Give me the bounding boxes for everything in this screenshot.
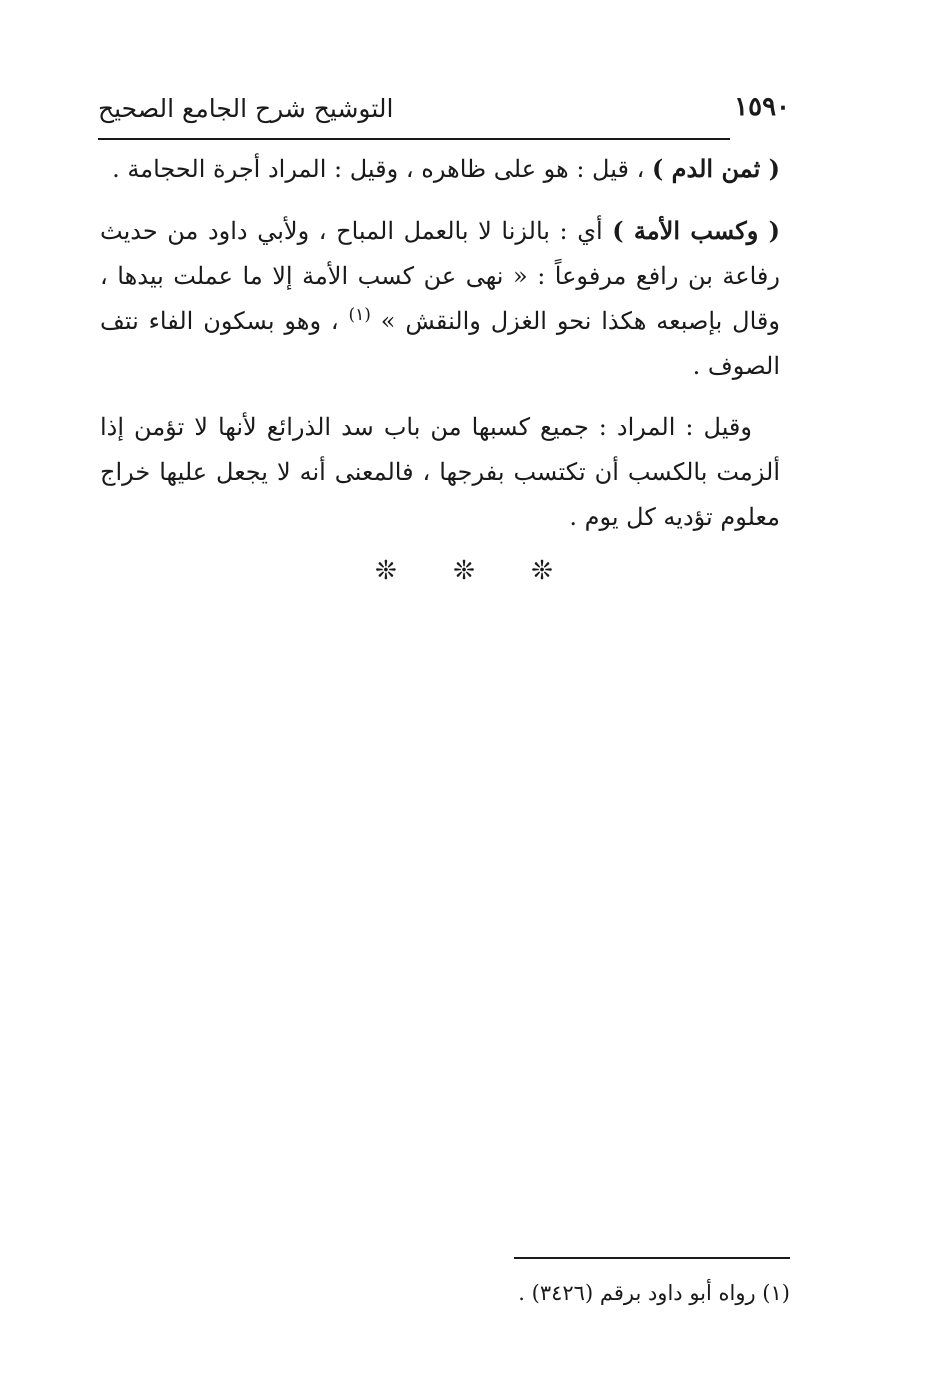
paragraph-2 (100, 208, 780, 389)
paragraph-2-text-b: ، وهو بسكون الفاء نتف الصوف . (100, 307, 780, 380)
footnote-reference[interactable]: (١) (348, 305, 371, 325)
separator-star-icon: ❊ (531, 556, 553, 586)
paragraph-2-text-a: أي : بالزنا لا بالعمل المباح ، ولأبي داود من حديث رفاعة بن رافع مرفوعاً : « نهى عن كسب الأمة إلا ما عملت بيدها ، وقال بإصبعه هكذا نحو الغزل والنقش » (100, 217, 780, 335)
paragraph-1-text: ، قيل : هو على ظاهره ، وقيل : المراد أجرة الحجامة . (112, 155, 652, 183)
running-title: التوشيح شرح الجامع الصحيح (98, 94, 394, 123)
page-header (98, 92, 790, 136)
paragraph-1 (100, 146, 780, 192)
separator-star-icon: ❊ (453, 556, 475, 586)
lemma-kasb-al-ama: ( وكسب الأمة ) (612, 216, 780, 245)
footnote-rule (514, 1257, 790, 1259)
main-text (100, 146, 780, 556)
separator-star-icon: ❊ (375, 556, 397, 586)
footnote-1: (١) رواه أبو داود برقم (٣٤٢٦) . (518, 1281, 790, 1305)
lemma-thaman-al-dam: ( ثمن الدم ) (651, 154, 780, 183)
section-separator (0, 556, 928, 586)
page-number: ١٥٩٠ (734, 92, 790, 122)
header-rule (98, 138, 730, 140)
paragraph-3 (100, 405, 780, 540)
paragraph-3-text: وقيل : المراد : جميع كسبها من باب سد الذرائع لأنها لا تؤمن إذا ألزمت بالكسب أن تكتسب بفرجها ، فالمعنى أنه لا يجعل عليها خراج معلوم تؤديه كل يوم . (100, 413, 780, 531)
